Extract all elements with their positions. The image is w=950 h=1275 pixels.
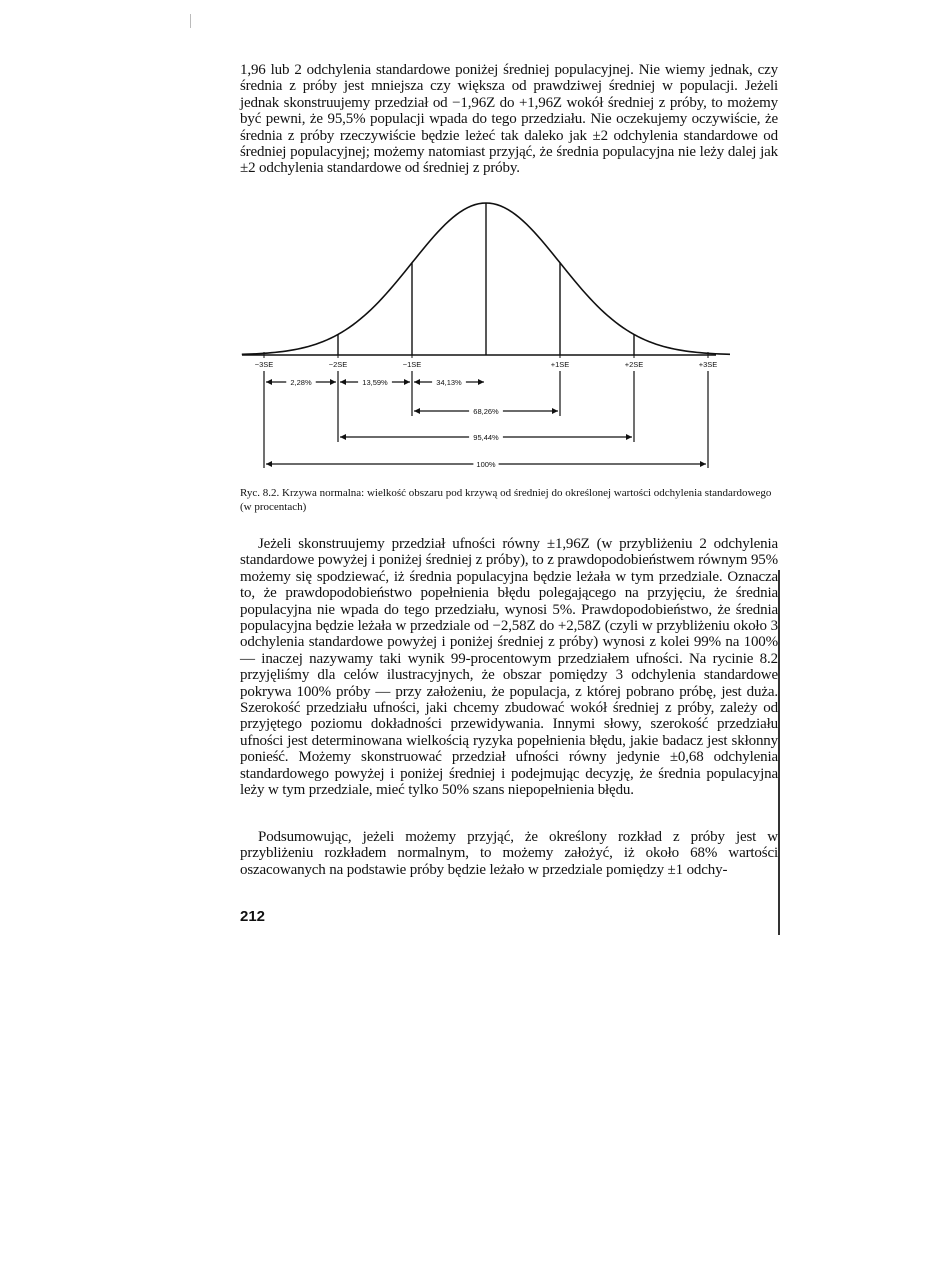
interval-annotation-arrow-right [626, 434, 632, 440]
area-annotation-arrow-right [330, 379, 336, 385]
axis-tick-label: −1SE [402, 360, 422, 369]
area-annotation-arrow-right [404, 379, 410, 385]
page-number: 212 [240, 908, 266, 925]
interval-annotation-arrow-right [700, 461, 706, 467]
axis-tick-label: +1SE [550, 360, 570, 369]
axis-tick-label: −2SE [328, 360, 348, 369]
area-annotation-label: 2,28% [290, 377, 312, 387]
interval-annotation-label: 95,44% [473, 432, 499, 442]
area-annotation-arrow-left [414, 379, 420, 385]
paragraph-summary: Podsumowując, jeżeli możemy przyjąć, że określony rozkład z próby jest w przybliżeniu rozkładem normalnym, to możemy założyć, iż około 68% wartości oszacowanych na podstawie próby będzie leżało w przedziale pomiędzy ±1 odchy- [240, 829, 778, 878]
interval-annotation-arrow-left [266, 461, 272, 467]
interval-annotation-label: 100% [476, 459, 496, 469]
area-annotation-arrow-left [340, 379, 346, 385]
paragraph-intro: 1,96 lub 2 odchylenia standardowe poniżej średniej populacyjnej. Nie wiemy jednak, czy średnia z próby jest mniejsza czy większa od prawdziwej średniej w populacji. Jeżeli jednak skonstruujemy przedział od −1,96Z do +1,96Z wokół średniej z próby, to możemy być pewni, że 95,5% populacji wpada do tego przedziału. Nie oczekujemy oczywiście, że średnia z próby rzeczywiście będzie leżeć tak daleko jak ±2 odchylenia standardowe od średniej populacyjnej; możemy natomiast przyjąć, że średnia populacyjna nie leży dalej jak ±2 odchylenia standardowe od średniej z próby. [240, 62, 778, 177]
normal-curve-figure [240, 196, 730, 481]
figure-caption: Ryc. 8.2. Krzywa normalna: wielkość obszaru pod krzywą od średniej do określonej wartości odchylenia standardowego (w procentach) [240, 487, 772, 513]
area-annotation-label: 34,13% [436, 377, 462, 387]
scan-mark [190, 14, 191, 28]
interval-annotation-arrow-left [340, 434, 346, 440]
area-annotation-arrow-left [266, 379, 272, 385]
axis-tick-label: +3SE [698, 360, 718, 369]
interval-annotation-arrow-right [552, 408, 558, 414]
area-annotation-label: 13,59% [362, 377, 388, 387]
paragraph-confidence-interval: Jeżeli skonstruujemy przedział ufności równy ±1,96Z (w przybliżeniu 2 odchylenia standardowe powyżej i poniżej średniej z próby), to z prawdopodobieństwem równym 95% możemy się spodziewać, iż średnia populacyjna będzie leżała w tym przedziale. Oznacza to, że prawdopodobieństwo popełnienia błędu polegającego na przyjęciu, że średnia populacyjna nie wpada do tego przedziału, wynosi 5%. Prawdopodobieństwo, że średnia populacyjna będzie leżała w przedziale od −2,58Z do +2,58Z (czyli w przybliżeniu około 3 odchylenia standardowe powyżej i poniżej średniej z próby) wynosi z kolei 99% na 100% — inaczej nazywamy taki wynik 99-procentowym przedziałem ufności. Na rycinie 8.2 przyjęliśmy dla celów ilustracyjnych, że obszar pomiędzy 3 odchylenia standardowe pokrywa 100% próby — przy założeniu, że populacja, z której pobrano próbę, jest duża. Szerokość przedziału ufności, jaki chcemy zbudować wokół średniej z próby, zależy od przyjętego poziomu dokładności przewidywania. Innymi słowy, szerokość przedziału ufności jest determinowana wielkością ryzyka popełnienia błędu, jakie badacz jest skłonny ponieść. Możemy skonstruować przedział ufności równy jedynie ±0,68 odchylenia standardowego powyżej i poniżej średniej i podejmując decyzję, że średnia populacyjna leży w tym przedziale, mieć tylko 50% szans niepopełnienia błędu. [240, 536, 778, 799]
area-annotation-arrow-right [478, 379, 484, 385]
interval-annotation-arrow-left [414, 408, 420, 414]
margin-rule [778, 570, 780, 935]
axis-tick-label: −3SE [254, 360, 274, 369]
axis-tick-label: +2SE [624, 360, 644, 369]
interval-annotation-label: 68,26% [473, 406, 499, 416]
